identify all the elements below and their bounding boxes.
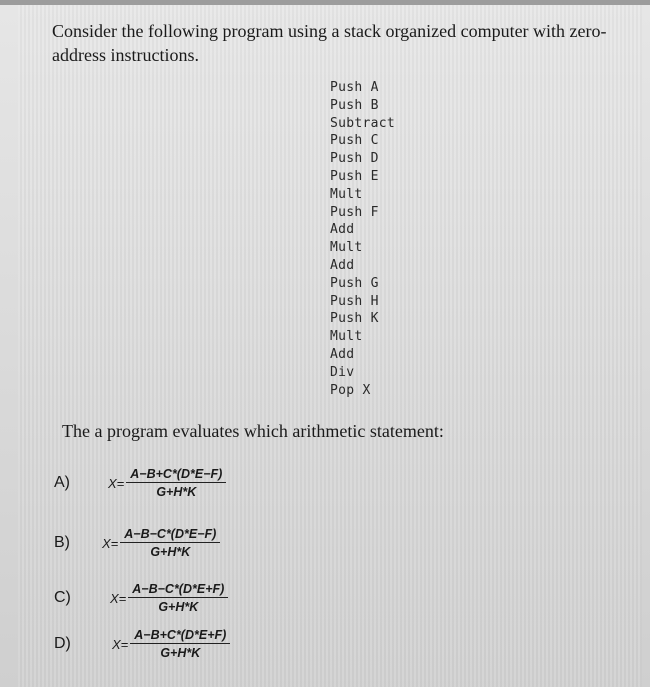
program-listing <box>330 79 395 399</box>
program-line: Push A <box>330 80 379 95</box>
numerator: A−B−C*(D*E+F) <box>128 582 228 598</box>
equation-lhs: X= <box>108 475 125 491</box>
program-line: Push G <box>330 275 379 291</box>
equation-lhs: X= <box>110 590 127 606</box>
program-line: Push B <box>330 97 379 113</box>
fraction <box>120 527 220 559</box>
equation-lhs: X= <box>102 535 119 551</box>
option-label: C) <box>54 589 71 606</box>
program-line: Subtract <box>330 115 396 131</box>
program-line: Push K <box>330 311 379 327</box>
program-line: Add <box>330 346 355 362</box>
program-line: Mult <box>330 186 363 202</box>
question-text: Consider the following program using a stack organized computer with zero-address instructions. <box>52 21 607 65</box>
denominator: G+H*K <box>158 600 199 614</box>
numerator: A−B+C*(D*E+F) <box>130 628 230 644</box>
denominator: G+H*K <box>156 485 197 499</box>
program-line: Push F <box>330 204 379 220</box>
program-line: Add <box>330 222 355 238</box>
program-line: Add <box>330 257 355 273</box>
option-a[interactable] <box>54 467 226 499</box>
option-label: D) <box>54 635 71 652</box>
option-c[interactable] <box>54 582 228 614</box>
prompt-text: The a program evaluates which arithmetic statement: <box>62 421 444 441</box>
fraction <box>126 467 226 499</box>
denominator: G+H*K <box>150 545 191 559</box>
program-line: Push E <box>330 168 379 184</box>
program-line: Push D <box>330 151 379 167</box>
numerator: A−B+C*(D*E−F) <box>126 467 226 483</box>
program-line: Mult <box>330 240 363 256</box>
option-b[interactable] <box>54 527 220 559</box>
option-label: A) <box>54 474 70 491</box>
option-label: B) <box>54 534 70 551</box>
paper-sheet <box>18 5 642 687</box>
program-line: Div <box>330 364 355 380</box>
denominator: G+H*K <box>160 646 201 660</box>
program-line: Pop X <box>330 382 371 398</box>
program-line: Push H <box>330 293 379 309</box>
fraction <box>128 582 228 614</box>
program-line: Mult <box>330 329 363 345</box>
numerator: A−B−C*(D*E−F) <box>120 527 220 543</box>
option-d[interactable] <box>54 628 230 660</box>
program-line: Push C <box>330 133 379 149</box>
fraction <box>130 628 230 660</box>
equation-lhs: X= <box>112 636 129 652</box>
